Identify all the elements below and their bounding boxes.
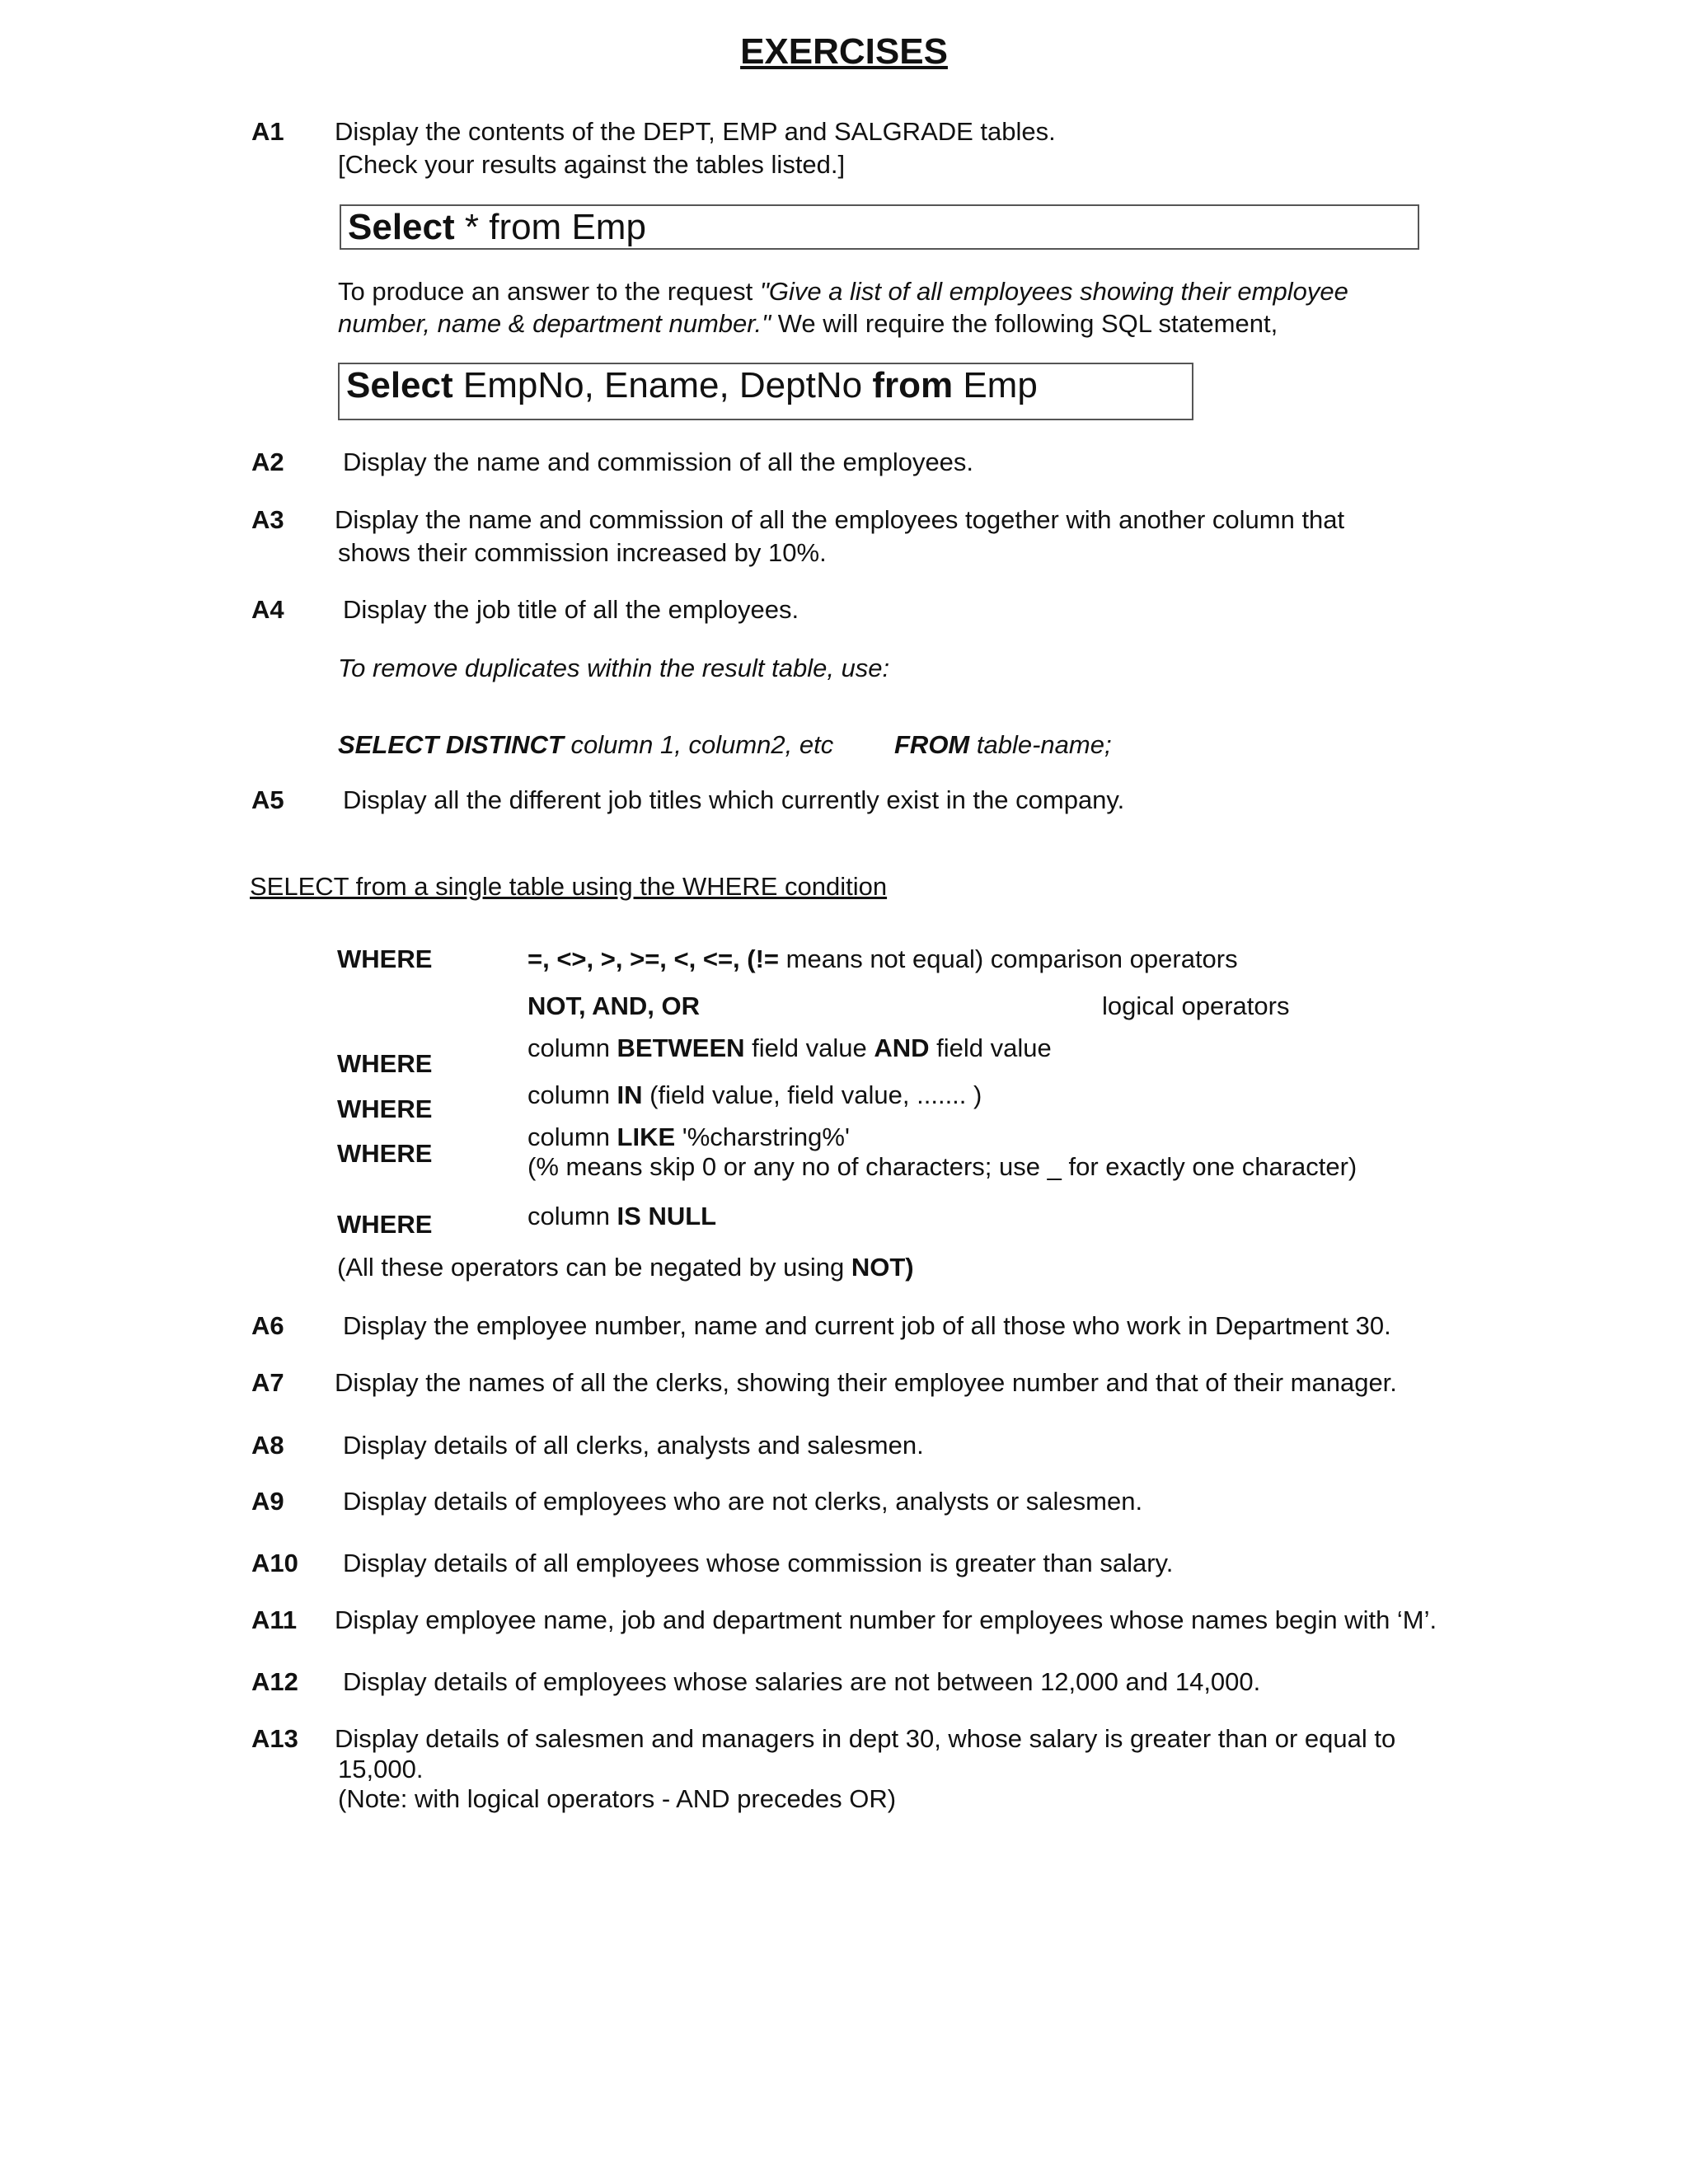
exercise-number: A10 [251, 1549, 298, 1577]
exercise-number: A12 [251, 1667, 298, 1696]
intro-line-1 [338, 277, 1348, 307]
sql-text: field value [929, 1033, 1052, 1062]
sql-text: field value [744, 1033, 874, 1062]
exercise-number: A8 [251, 1431, 284, 1460]
page-title: EXERCISES [740, 31, 948, 72]
exercise-number: A4 [251, 595, 284, 624]
intro-text: To produce an answer to the request [338, 277, 760, 306]
sql-text: '%charstring%' [675, 1122, 850, 1151]
intro-quote: "Give a list of all employees showing their employee [759, 277, 1348, 306]
sql-box-select-columns [338, 363, 1193, 420]
intro-line-2 [338, 309, 1278, 339]
sql-keyword: Select [348, 207, 455, 247]
exercise-text: Display details of all clerks, analysts and salesmen. [343, 1431, 924, 1460]
sql-keyword: NOT) [851, 1253, 914, 1282]
exercise-text: 15,000. [338, 1755, 424, 1783]
exercise-number: A13 [251, 1724, 298, 1753]
column-text: column [528, 1202, 617, 1230]
operator-desc: means not equal) comparison operators [779, 944, 1238, 973]
exercise-text: Display the contents of the DEPT, EMP and SALGRADE tables. [335, 117, 1056, 146]
like-note: (% means skip 0 or any no of characters; use _ for exactly one character) [528, 1152, 1357, 1181]
where-label: WHERE [337, 1049, 433, 1078]
column-text: column [528, 1033, 617, 1062]
sql-keyword: BETWEEN [617, 1033, 745, 1062]
sql-keyword: from [872, 365, 954, 405]
sql-keyword: FROM [894, 730, 970, 759]
sql-text: EmpNo, Ename, DeptNo [452, 365, 873, 405]
where-label: WHERE [337, 1210, 433, 1239]
isnull-clause [528, 1202, 716, 1231]
intro-text: We will require the following SQL statement, [771, 309, 1278, 338]
exercise-text: Display details of salesmen and managers in dept 30, whose salary is greater than or equal to [335, 1724, 1396, 1753]
column-text: column [528, 1122, 617, 1151]
section-heading: SELECT from a single table using the WHERE condition [250, 872, 888, 901]
distinct-note: To remove duplicates within the result table, use: [338, 654, 890, 682]
exercise-number: A11 [251, 1605, 298, 1634]
operator-list: =, <>, >, >=, <, <=, (!= [528, 944, 780, 973]
exercise-text: Display the name and commission of all the employees. [343, 448, 974, 476]
sql-keyword: IN [617, 1080, 643, 1109]
negate-note [337, 1253, 914, 1282]
exercise-number: A6 [251, 1311, 284, 1340]
exercise-text: shows their commission increased by 10%. [338, 538, 827, 567]
between-clause [528, 1033, 1052, 1063]
sql-keyword: LIKE [617, 1122, 676, 1151]
sql-keyword: SELECT DISTINCT [338, 730, 564, 759]
comparison-operators [528, 944, 1238, 974]
sql-keyword: AND [874, 1033, 930, 1062]
column-text: column [528, 1080, 617, 1109]
where-label: WHERE [337, 1094, 433, 1123]
exercise-number: A7 [251, 1368, 284, 1397]
from-syntax [894, 730, 1112, 760]
sql-text: table-name; [969, 730, 1112, 759]
sql-keyword: Select [346, 365, 453, 405]
exercise-number: A5 [251, 785, 284, 814]
exercise-text: Display details of employees who are not clerks, analysts or salesmen. [343, 1487, 1143, 1516]
exercise-text: Display employee name, job and department number for employees whose names begin with ‘M’. [335, 1605, 1437, 1634]
exercise-number: A3 [251, 505, 284, 534]
exercise-text: Display the name and commission of all the employees together with another column that [335, 505, 1345, 534]
sql-text: (field value, field value, ....... ) [642, 1080, 982, 1109]
where-label: WHERE [337, 944, 433, 973]
negate-text: (All these operators can be negated by using [337, 1253, 851, 1282]
exercise-text: Display details of employees whose salaries are not between 12,000 and 14,000. [343, 1667, 1261, 1696]
exercise-text: Display all the different job titles which currently exist in the company. [343, 785, 1125, 814]
exercise-text: Display the job title of all the employees. [343, 595, 799, 624]
exercise-text: Display details of all employees whose commission is greater than salary. [343, 1549, 1174, 1577]
sql-text: * from Emp [454, 207, 646, 247]
distinct-syntax [338, 730, 833, 760]
sql-text: Emp [953, 365, 1038, 405]
sql-box-select-all [340, 204, 1419, 250]
where-label: WHERE [337, 1139, 433, 1168]
logical-operators-desc: logical operators [1102, 991, 1290, 1020]
exercise-text: Display the employee number, name and current job of all those who work in Department 30. [343, 1311, 1391, 1340]
sql-text: column 1, column2, etc [563, 730, 834, 759]
intro-quote: number, name & department number." [338, 309, 771, 338]
like-clause [528, 1122, 850, 1152]
exercise-number: A2 [251, 448, 284, 476]
logical-operators: NOT, AND, OR [528, 991, 700, 1020]
exercise-note: (Note: with logical operators - AND precedes OR) [338, 1784, 897, 1813]
exercise-number: A1 [251, 117, 284, 146]
exercise-text: [Check your results against the tables listed.] [338, 150, 846, 179]
exercise-text: Display the names of all the clerks, showing their employee number and that of their manager. [335, 1368, 1397, 1397]
exercise-number: A9 [251, 1487, 284, 1516]
in-clause [528, 1080, 982, 1110]
sql-keyword: IS NULL [617, 1202, 717, 1230]
